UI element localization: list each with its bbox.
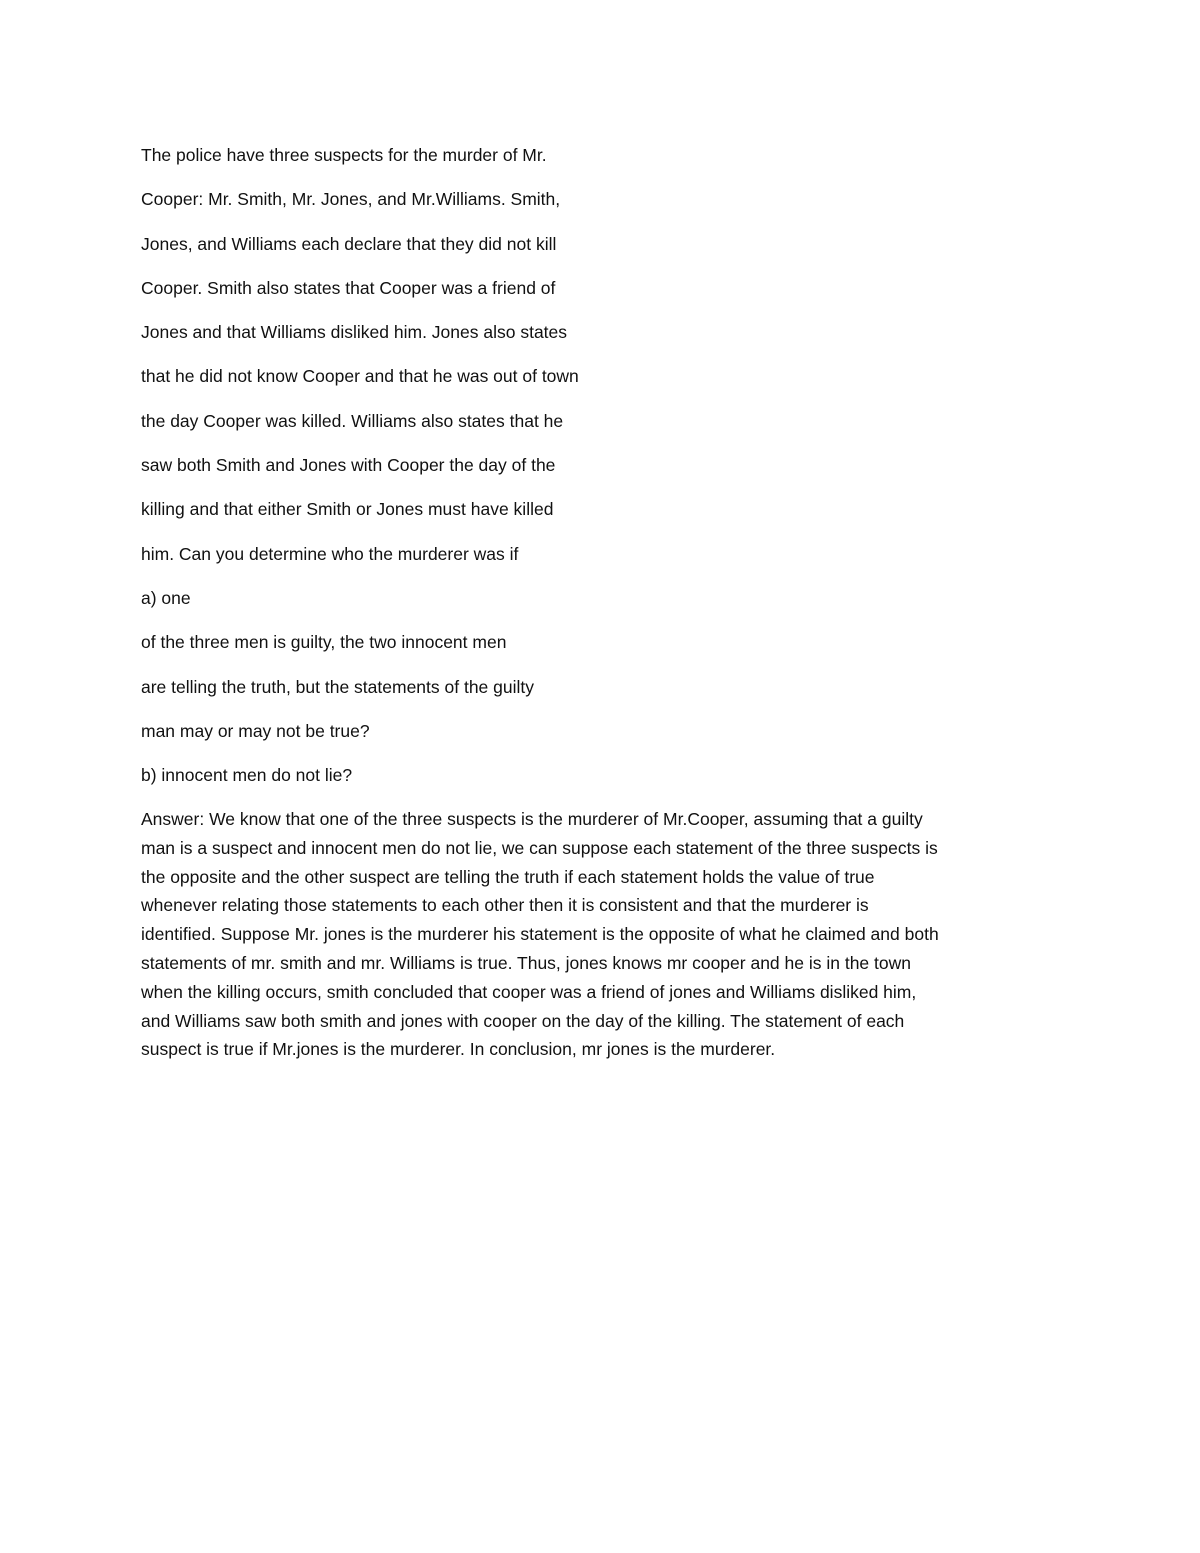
answer-line: the opposite and the other suspect are telling the truth if each statement holds the value of true [141,866,875,887]
answer-line: man is a suspect and innocent men do not lie, we can suppose each statement of the three suspects is [141,837,938,858]
answer-line: and Williams saw both smith and jones with cooper on the day of the killing. The statement of each [141,1010,905,1031]
question-line: The police have three suspects for the murder of Mr. [141,145,547,165]
question-line: killing and that either Smith or Jones must have killed [141,499,554,520]
question-line: Cooper. Smith also states that Cooper was a friend of [141,277,556,298]
question-line: Cooper: Mr. Smith, Mr. Jones, and Mr.Williams. Smith, [141,189,561,210]
answer-line: identified. Suppose Mr. jones is the murderer his statement is the opposite of what he claimed and both [141,924,939,945]
question-line: saw both Smith and Jones with Cooper the day of the [141,455,556,476]
answer-line: Answer: We know that one of the three suspects is the murderer of Mr.Cooper, assuming that a guilty [141,809,923,829]
option-a-label: a) one [141,587,191,608]
question-line: him. Can you determine who the murderer was if [141,543,519,564]
answer-line: statements of mr. smith and mr. Williams is true. Thus, jones knows mr cooper and he is in the town [141,952,911,973]
question-text [141,143,841,807]
question-line: that he did not know Cooper and that he was out of town [141,366,579,387]
option-b-label: b) innocent men do not lie? [141,765,353,786]
question-line: are telling the truth, but the statements of the guilty [141,676,535,697]
answer-line: when the killing occurs, smith concluded that cooper was a friend of jones and Williams disliked him, [141,981,917,1002]
answer-line: whenever relating those statements to each other then it is consistent and that the murderer is [141,895,869,916]
answer-paragraph [141,805,1071,1064]
question-line: Jones, and Williams each declare that they did not kill [141,233,557,254]
question-line: the day Cooper was killed. Williams also states that he [141,410,564,431]
question-line: man may or may not be true? [141,720,370,741]
question-line: Jones and that Williams disliked him. Jones also states [141,322,568,343]
question-line: of the three men is guilty, the two innocent men [141,632,507,653]
answer-line: suspect is true if Mr.jones is the murderer. In conclusion, mr jones is the murderer. [141,1039,776,1060]
